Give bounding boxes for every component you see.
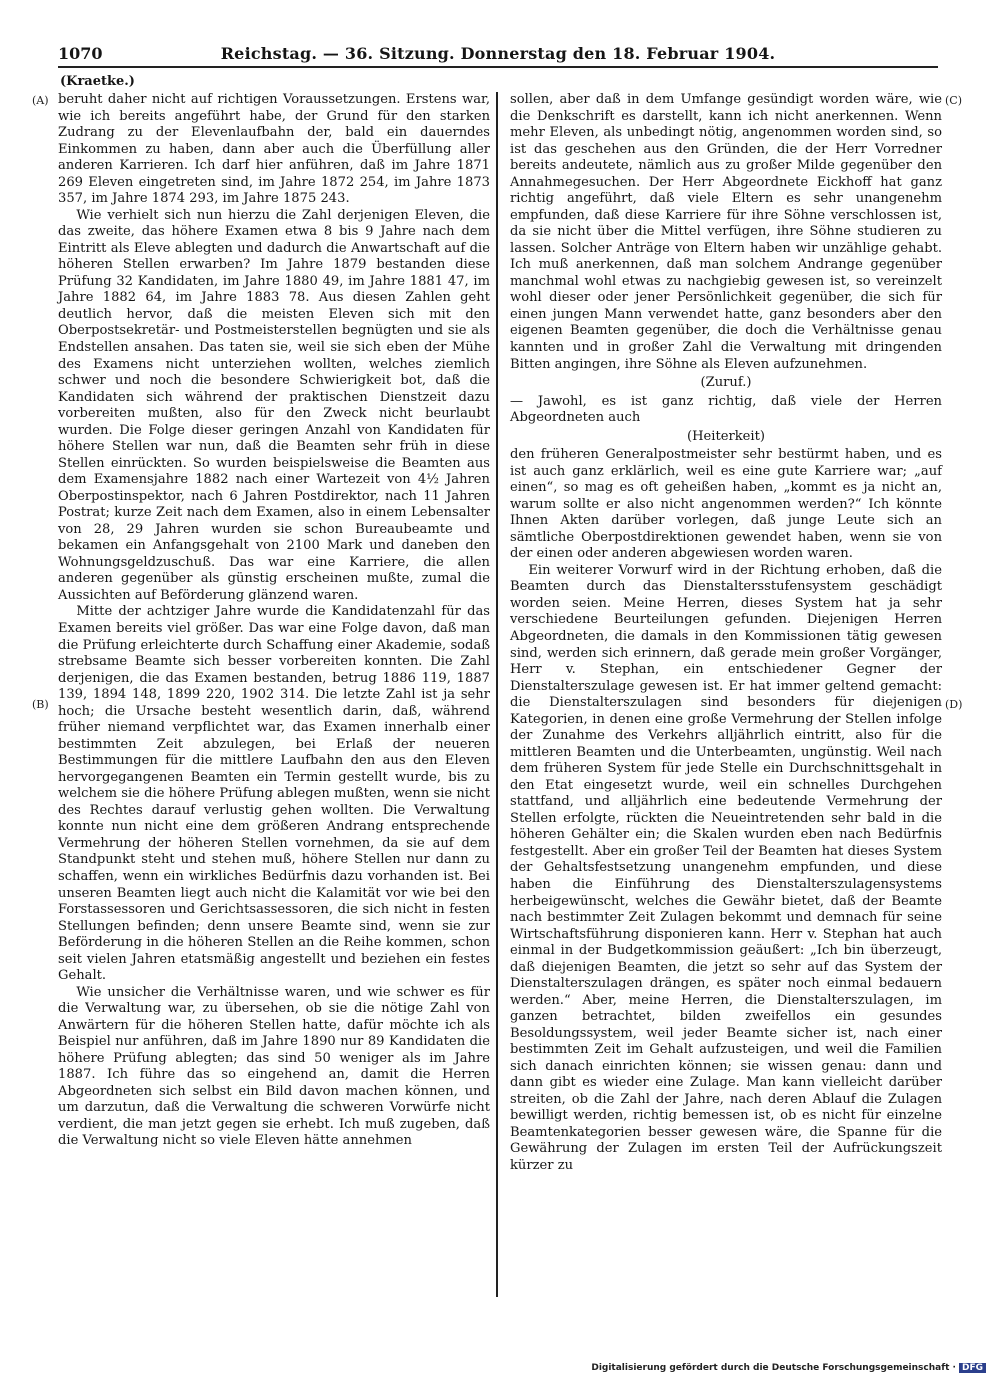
margin-marker-c: (C): [945, 94, 962, 107]
interjection-zuruf: (Zuruf.): [700, 375, 752, 391]
paragraph: sollen, aber daß in dem Umfange gesündigt worden wäre, wie die Denkschrift es darstellt, kann ich nicht anerkennen. Wenn mehr Eleven, als unbedingt nötig, angenommen worden sind, so ist das geschehen aus den Gründen, die der Herr Vorredner bereits andeutete, nämlich aus zu großer Milde gegenüber den Annahmegesuchen. Der Herr Abgeordnete Eickhoff hat ganz richtig angeführt, daß viele Eltern es sehr unangenehm empfunden, daß diese Karriere für ihre Söhne verschlossen ist, da sie nicht über die Mittel verfügen, ihre Söhne studieren zu lassen. Solcher Anträge von Eltern haben wir unzählige gehabt. Ich muß anerkennen, daß man solchem Andrange gegenüber manchmal wohl etwas zu nachgiebig gewesen ist, so vereinzelt wohl dieser oder jener Persönlichkeit gegenüber, die sich für einen jungen Mann verwendet hatte, ganz besonders aber den eigenen Beamten gegenüber, die doch die Verhältnisse genau kannten und in großer Zahl die Verwaltung mit dringenden Bitten angingen, ihre Söhne als Eleven aufzunehmen.: [510, 92, 942, 372]
running-title: Reichstag. — 36. Sitzung. Donnerstag den 18. Februar 1904.: [220, 44, 776, 63]
speaker-label: (Kraetke.): [60, 74, 135, 89]
margin-marker-b: (B): [32, 698, 49, 711]
paragraph: Mitte der achtziger Jahre wurde die Kandidatenzahl für das Examen bereits viel größer. Das war eine Folge davon, daß man die Prüfung erleichterte durch Schaffung einer Akademie, sodaß strebsame Beamte sich besser vorbereiten konnten. Die Zahl derjenigen, die das Examen bestanden, betrug 1886 119, 1887 139, 1894 148, 1899 220, 1902 314. Die letzte Zahl ist ja sehr hoch; die Ursache besteht wesentlich darin, daß, während früher niemand verpflichtet war, das Examen innerhalb einer bestimmten Zeit abzulegen, bei Erlaß der neueren Bestimmungen für die mittlere Laufbahn den aus den Eleven hervorgegangenen Beamten ein Termin gestellt wurde, bis zu welchem sie die höhere Prüfung ablegen mußten, wenn sie nicht des Rechtes darauf verlustig gehen wollten. Die Verwaltung konnte nun nicht eine dem größeren Andrang entsprechende Vermehrung der höheren Stellen vornehmen, da sie auf dem Standpunkt steht und stehen muß, höhere Stellen nur dann zu schaffen, wenn ein wirkliches Bedürfnis dazu vorhanden ist. Bei unseren Beamten liegt auch nicht die Kalamität vor wie bei den Forstassessoren und Gerichtsassessoren, die sich nicht in festen Stellungen befinden; denn unsere Beamte sind, wenn sie zur Beförderung in die höheren Stellen an die Reihe kommen, schon seit vielen Jahren etatsmäßig angestellt und beziehen ein festes Gehalt.: [58, 604, 490, 984]
paragraph: Ein weiterer Vorwurf wird in der Richtung erhoben, daß die Beamten durch das Dienstaltersstufensystem geschädigt worden seien. Meine Herren, dieses System hat ja sehr verschiedene Beurteilungen gefunden. Diejenigen Herren Abgeordneten, die damals in den Kommissionen tätig gewesen sind, werden sich erinnern, daß gerade mein großer Vorgänger, Herr v. Stephan, ein entschiedener Gegner der Dienstalterszulage gewesen ist. Er hat immer geltend gemacht: die Dienstalterszulagen sind besonders für diejenigen Kategorien, in denen eine große Vermehrung der Stellen infolge der Zunahme des Verkehrs alljährlich eintritt, also für die mittleren Beamten und die Unterbeamten, ungünstig. Weil nach dem früheren System für jede Stelle ein Durchschnittsgehalt in den Etat eingesetzt wurde, weil ein schnelles Durchgehen stattfand, und alljährlich eine bedeutende Vermehrung der Stellen erfolgte, rückten die Neueintretenden sehr bald in die höheren Gehälter ein; die Skalen wurden eben nach Bedürfnis festgestellt. Aber ein großer Teil der Beamten hat dieses System der Gehaltsfestsetzung unangenehm empfunden, und diese haben die Einführung des Dienstalterszulagensystems herbeigewünscht, welches die Gewähr bietet, daß der Beamte nach bestimmter Zeit Zulagen bekommt und demnach für seine Wirtschaftsführung disponieren kann. Herr v. Stephan hat auch einmal in der Budgetkommission geäußert: „Ich bin überzeugt, daß diejenigen Beamten, die jetzt so sehr auf das System der Dienstalterszulagen drängen, es später noch einmal bedauern werden.“ Aber, meine Herren, die Dienstalterszulagen, im ganzen betrachtet, bilden zweifellos ein gesundes Besoldungssystem, weil jeder Beamte sicher ist, nach einer bestimmten Zeit im Gehalt aufzusteigen, und weil die Familien sich danach einrichten können; sie wissen genau: dann und dann gibt es wieder eine Zulage. Man kann vielleicht darüber streiten, ob die Zahl der Jahre, nach deren Ablauf die Zulagen bewilligt werden, richtig bemessen ist, ob es nicht für einzelne Beamtenkategorien besser gewesen wäre, die Spanne für die Gewährung der Zulagen im ersten Teil der Aufrückungszeit kürzer zu: [510, 562, 942, 1173]
page-number: 1070: [58, 44, 103, 63]
dfg-logo: DFG: [959, 1363, 986, 1373]
paragraph: Wie unsicher die Verhältnisse waren, und wie schwer es für die Verwaltung war, zu übersehen, ob sie die nötige Zahl von Anwärtern für die höheren Stellen hatte, dafür möchte ich als Beispiel nur anführen, daß im Jahre 1890 nur 89 Kandidaten die höhere Prüfung ablegten; das sind 50 weniger als im Jahre 1887. Ich führe das so eingehend an, damit die Herren Abgeordneten sich selbst ein Bild davon machen können, und um darzutun, daß die Verwaltung die schweren Vorwürfe nicht verdient, die man jetzt gegen sie erhebt. Ich muß zugeben, daß die Verwaltung nicht so viele Eleven hätte annehmen: [58, 984, 490, 1149]
left-column: [58, 92, 490, 1150]
paragraph: — Jawohl, es ist ganz richtig, daß viele der Herren Abgeordneten auch: [510, 393, 942, 426]
page-header: [58, 42, 938, 68]
paragraph: den früheren Generalpostmeister sehr bestürmt haben, und es ist auch ganz erklärlich, weil es eine gute Karriere war; „auf einen“, so mag es oft geheißen haben, „kommt es ja nicht an, warum sollte er also nicht angenommen werden?“ Ich könnte Ihnen Akten darüber vorlegen, daß junge Leute sich an sämtliche Oberpostdirektionen gewendet haben, wenn sie von der einen oder anderen abgewiesen worden waren.: [510, 447, 942, 562]
paragraph: Wie verhielt sich nun hierzu die Zahl derjenigen Eleven, die das zweite, das höhere Examen etwa 8 bis 9 Jahre nach dem Eintritt als Eleve ablegten und dadurch die Anwartschaft auf die höheren Stellen erwarben? Im Jahre 1879 bestanden diese Prüfung 32 Kandidaten, im Jahre 1880 49, im Jahre 1881 47, im Jahre 1882 64, im Jahre 1883 78. Aus diesen Zahlen geht deutlich hervor, daß die meisten Eleven sich mit den Oberpostsekretär- und Postmeisterstellen begnügten und sie als Endstellen ansahen. Das taten sie, weil sie sich eben der Mühe des Examens nicht unterziehen wollten, welches ziemlich schwer und noch die besondere Schwierigkeit bot, daß die Kandidaten sich während der praktischen Dienstzeit dazu vorbereiten mußten, also für den Zweck nicht beurlaubt wurden. Die Folge dieser geringen Anzahl von Kandidaten für höhere Stellen war nun, daß die Beamten sehr früh in diese Stellen einrückten. So wurden beispielsweise die Beamten aus dem Examensjahre 1882 nach einer Wartezeit von 4½ Jahren Oberpostinspektor, nach 6 Jahren Postdirektor, nach 11 Jahren Postrat; kurze Zeit nach dem Examen, also in einem Lebensalter von 28, 29 Jahren wurden sie schon Bureaubeamte und bekamen ein Anfangsgehalt von 2100 Mark und daneben den Wohnungsgeldzuschuß. Das war eine Karriere, die allen anderen gegenüber als günstig erscheinen mußte, zumal die Aussichten auf Beförderung glänzend waren.: [58, 207, 490, 603]
credit-text: Digitalisierung gefördert durch die Deutsche Forschungsgemeinschaft ·: [591, 1363, 956, 1373]
interjection-heiterkeit: (Heiterkeit): [687, 428, 765, 444]
margin-marker-a: (A): [32, 94, 49, 107]
margin-marker-d: (D): [945, 698, 963, 711]
column-divider: [496, 92, 498, 1297]
digitization-credit: [591, 1363, 986, 1373]
header-rule: [58, 66, 938, 68]
right-column: [510, 92, 942, 1175]
paragraph: beruht daher nicht auf richtigen Voraussetzungen. Erstens war, wie ich bereits angeführt habe, der Grund für den starken Zudrang zu der Elevenlaufbahn der, bald ein dauerndes Einkommen zu haben, dann aber auch die Überfüllung aller anderen Karrieren. Ich darf hier anführen, daß im Jahre 1871 269 Eleven eingetreten sind, im Jahre 1872 254, im Jahre 1873 357, im Jahre 1874 293, im Jahre 1875 243.: [58, 92, 490, 207]
